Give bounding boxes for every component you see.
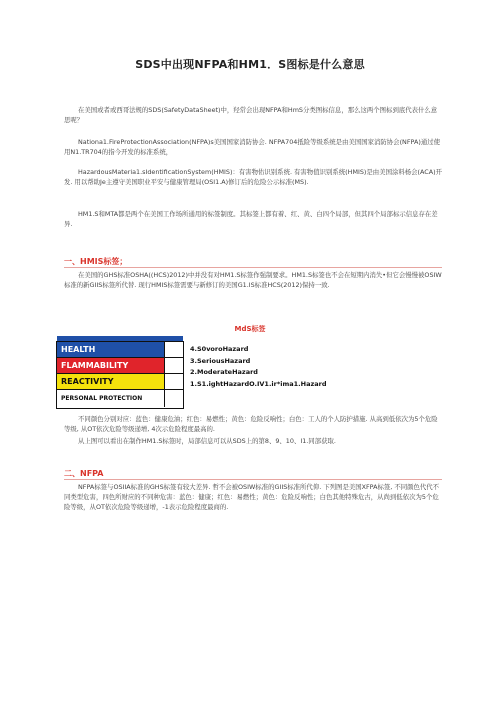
hazard-level-item: 2.ModerateHazard (190, 368, 258, 376)
hmis-row-personal-protection (57, 390, 183, 407)
hmis-row-health (57, 342, 183, 358)
hmis-row-reactivity (57, 374, 183, 390)
hazard-level-list (190, 344, 327, 390)
section-heading-hmis: 一、HMIS标签； (64, 257, 128, 266)
section-divider (64, 479, 442, 480)
hmis-paragraph-2: 不同颜色分别对应：蓝色：健康危油；红色：易燃性；黄色：危险反响性；白色：工人的个人防护措施. 从高到低依次为5个危险等级, 从OT依次危险等级递增, 4次示危险程度最高的. (64, 415, 438, 433)
hazard-level-item: 4.S0voroHazard (190, 345, 249, 353)
intro-paragraph-3: HazardousMateria1.sIdentificationSystem(HMIS)：有害物佑识别系统. 有害物值识别系统(HMIS)是由美国涂料杨会(ACA)开发. 用以帮助Je主遵守美国职业平安与健康管理局(OSI1.A)修订后的危险公示标准(MS). (64, 168, 442, 186)
hazard-level-item: 1.S1.ightHazardO.IV1.ir*ima1.Hazard (190, 379, 327, 388)
hmis-row-label: PERSONAL PROTECTION (61, 395, 143, 402)
intro-paragraph-2: Nationa1.FireProtectionAssociation(NFPA)s美国国家消防协会. NFPA704抵险等级系统是由美国国家消防协会(NFPA)通过使用N1.TR704的指今开发的标准系统， (64, 138, 440, 156)
nfpa-paragraph-1: NFPA标签与OSIIA标准的GHS标签有较大差异. 哲不会被OSIW标准的GIIS标准所代仰. 下列图是美国XFPA标签, 不同颜色代代不同类型危害，四色所财应的不同种危害：蓝色：健康；红色：易燃性；黄色：危险反响性；白色其他特殊危古，从尚到低依次为5个危险等级，从OT依次危险等级递增，-1表示危险程度最商的. (64, 483, 440, 511)
section-heading-nfpa: 二、NFPA (64, 469, 104, 478)
hmis-row-label: REACTIVITY (61, 377, 114, 386)
hmis-top-strip (57, 336, 183, 341)
hmis-paragraph-3: 从上图可以看出在制作HM1.S标签时，局部信息可以从SDS上的第8、9、10、I1.同部获取. (78, 437, 336, 445)
hmis-label-title: MdS标签 (234, 325, 266, 333)
hmis-row-label: FLAMMABILITY (61, 361, 129, 370)
hmis-row-flammability (57, 358, 183, 374)
page-title: SDS中出现NFPA和HM1．S图标是什么意思 (135, 58, 365, 71)
hazard-level-item: 3.SeriousHazard (190, 356, 251, 365)
hmis-rating-box (164, 374, 183, 389)
hmis-label-image (56, 341, 184, 409)
section-divider (64, 267, 442, 268)
hmis-rating-box (164, 342, 183, 357)
intro-paragraph-1: 在美国或者或西哥法规的SDS(SafetyDataSheet)中，羟常会出现NFPA和HmS分类图标信息，那么这两个图标到底代表什么意思呢？ (64, 106, 438, 124)
hmis-row-label: HEALTH (61, 345, 96, 354)
hmis-rating-box (164, 390, 183, 407)
intro-paragraph-4: HM1.S和MTA都是两个在美国工作场所通用的标签制度。其标签上都有着、红、黄、白四个局部，但其四个局部标示信息存在差异. (64, 210, 438, 228)
hmis-rating-box (164, 358, 183, 373)
hmis-paragraph-1: 在美国的GHS标准OSHA((HCS)2012)中并没有对HM1.S标签作强制要求。HM1.S标签也不会在短期内消失•但它会慢慢被OSIW标准的新GIIS标签所代替. 现行HMIS标签需要与新修订的美国G1.IS标准HCS(2012)保持一致. (64, 271, 442, 289)
